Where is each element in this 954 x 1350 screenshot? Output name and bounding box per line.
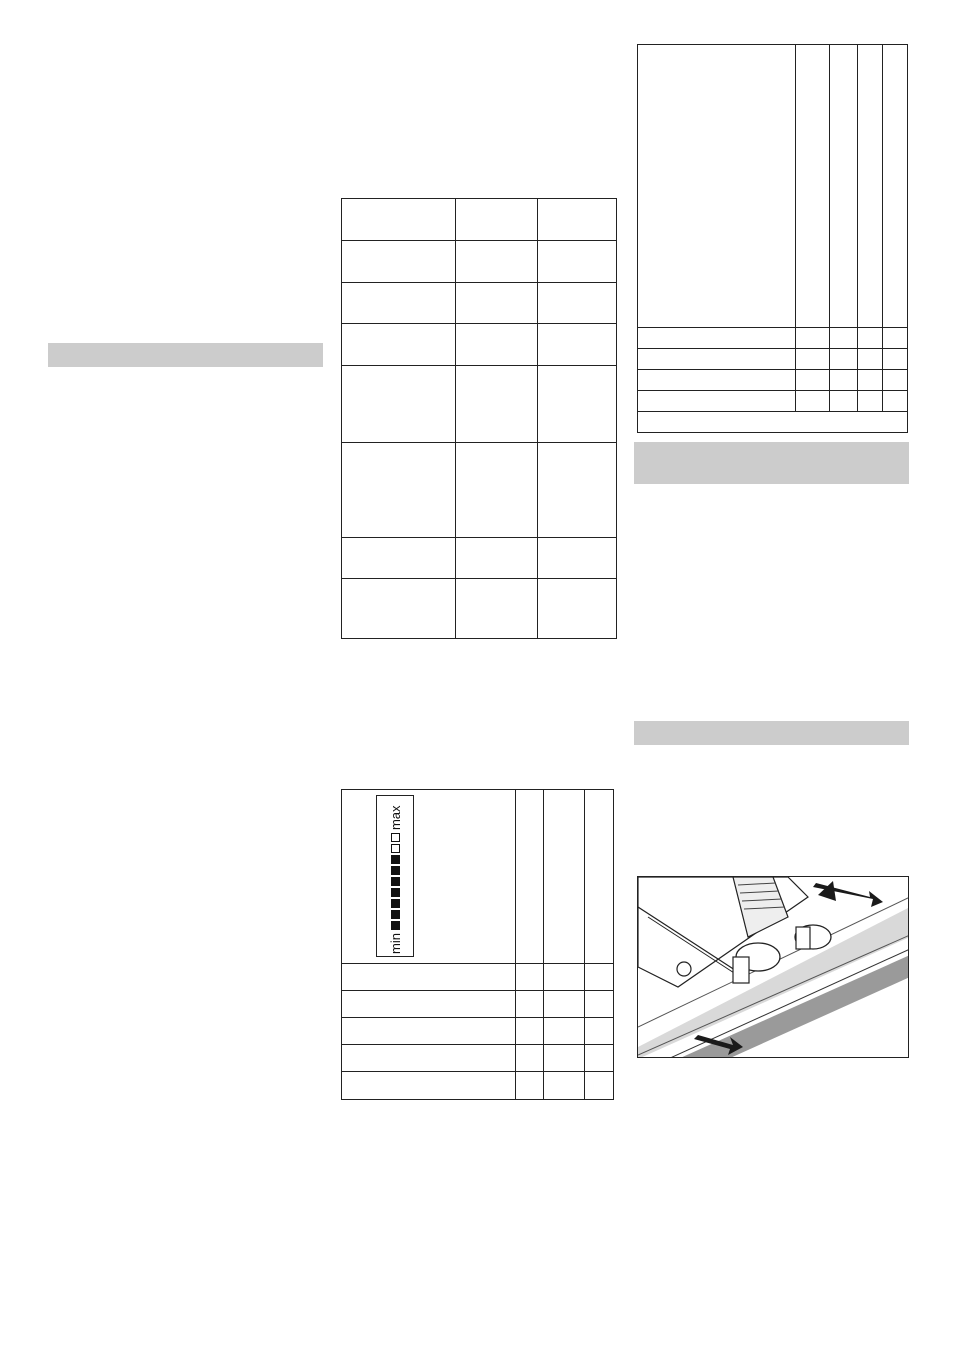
table-cell (830, 349, 858, 370)
table-cell (638, 328, 796, 349)
table-cell (456, 538, 538, 579)
table-cell (638, 45, 796, 328)
table-cell (585, 1045, 614, 1072)
table-cell (456, 443, 538, 538)
level-indicator (376, 795, 414, 957)
table-cell (544, 991, 585, 1018)
feature-table (637, 44, 908, 433)
table-cell (858, 328, 883, 349)
table-cell (883, 45, 908, 328)
table-cell (883, 349, 908, 370)
min-label: min (387, 933, 403, 954)
table-cell (585, 991, 614, 1018)
level-segment-filled (391, 877, 400, 886)
table-cell (342, 366, 456, 443)
table-cell (456, 283, 538, 324)
table-cell (858, 349, 883, 370)
table-cell (516, 991, 544, 1018)
section-header-bar (48, 343, 323, 367)
table-cell (342, 790, 516, 964)
table-cell (796, 391, 830, 412)
table-cell (883, 370, 908, 391)
table-cell (456, 366, 538, 443)
table-cell (342, 964, 516, 991)
table-cell (538, 324, 617, 366)
table-cell (796, 45, 830, 328)
table-cell (544, 1045, 585, 1072)
table-cell (456, 324, 538, 366)
level-segment-empty (391, 844, 400, 853)
table-cell (638, 412, 908, 433)
table-cell (585, 1018, 614, 1045)
level-segment-filled (391, 888, 400, 897)
level-segment-filled (391, 866, 400, 875)
table-cell (830, 370, 858, 391)
table-cell (883, 391, 908, 412)
table-cell (516, 790, 544, 964)
table-cell (342, 283, 456, 324)
table-cell (796, 349, 830, 370)
section-header-bar (634, 721, 909, 745)
level-scale (384, 798, 406, 954)
table-cell (544, 1072, 585, 1100)
table-cell (544, 964, 585, 991)
table-cell (585, 1072, 614, 1100)
level-segment-filled (391, 921, 400, 930)
table-cell (585, 790, 614, 964)
table-cell (858, 391, 883, 412)
level-segment-empty (391, 833, 400, 842)
table-cell (456, 199, 538, 241)
table-cell (342, 1045, 516, 1072)
table-cell (538, 283, 617, 324)
table-cell (342, 1018, 516, 1045)
table-cell (342, 443, 456, 538)
table-cell (516, 1072, 544, 1100)
wing-nut (796, 927, 810, 949)
table-cell (342, 1072, 516, 1100)
table-cell (858, 45, 883, 328)
table-cell (638, 370, 796, 391)
table-cell (585, 964, 614, 991)
wing-nut (733, 957, 749, 983)
table-cell (342, 241, 456, 283)
table-cell (883, 328, 908, 349)
table-cell (796, 328, 830, 349)
table-cell (456, 579, 538, 639)
max-label: max (387, 805, 403, 831)
table-cell (544, 1018, 585, 1045)
table-cell (830, 328, 858, 349)
table-cell (538, 241, 617, 283)
table-cell (796, 370, 830, 391)
table-cell (456, 241, 538, 283)
table-cell (342, 538, 456, 579)
table-cell (538, 199, 617, 241)
machine-body (638, 877, 808, 987)
machine-drawing (638, 877, 909, 1058)
table-cell (516, 1018, 544, 1045)
table-cell (830, 45, 858, 328)
level-squares (391, 833, 400, 930)
table-cell (342, 579, 456, 639)
table-cell (516, 1045, 544, 1072)
level-segment-filled (391, 910, 400, 919)
spec-table (341, 198, 617, 639)
table-cell (342, 199, 456, 241)
table-cell (538, 443, 617, 538)
table-cell (544, 790, 585, 964)
table-cell (638, 391, 796, 412)
knob (677, 962, 691, 976)
table-cell (638, 349, 796, 370)
arrow-top-head (818, 881, 836, 901)
level-segment-filled (391, 899, 400, 908)
table-cell (858, 370, 883, 391)
table-cell (342, 991, 516, 1018)
table-cell (538, 538, 617, 579)
table-cell (538, 579, 617, 639)
table-cell (830, 391, 858, 412)
table-cell (342, 324, 456, 366)
level-segment-filled (391, 855, 400, 864)
table-cell (516, 964, 544, 991)
table-cell (538, 366, 617, 443)
machine-illustration (637, 876, 909, 1058)
section-header-bar (634, 442, 909, 484)
